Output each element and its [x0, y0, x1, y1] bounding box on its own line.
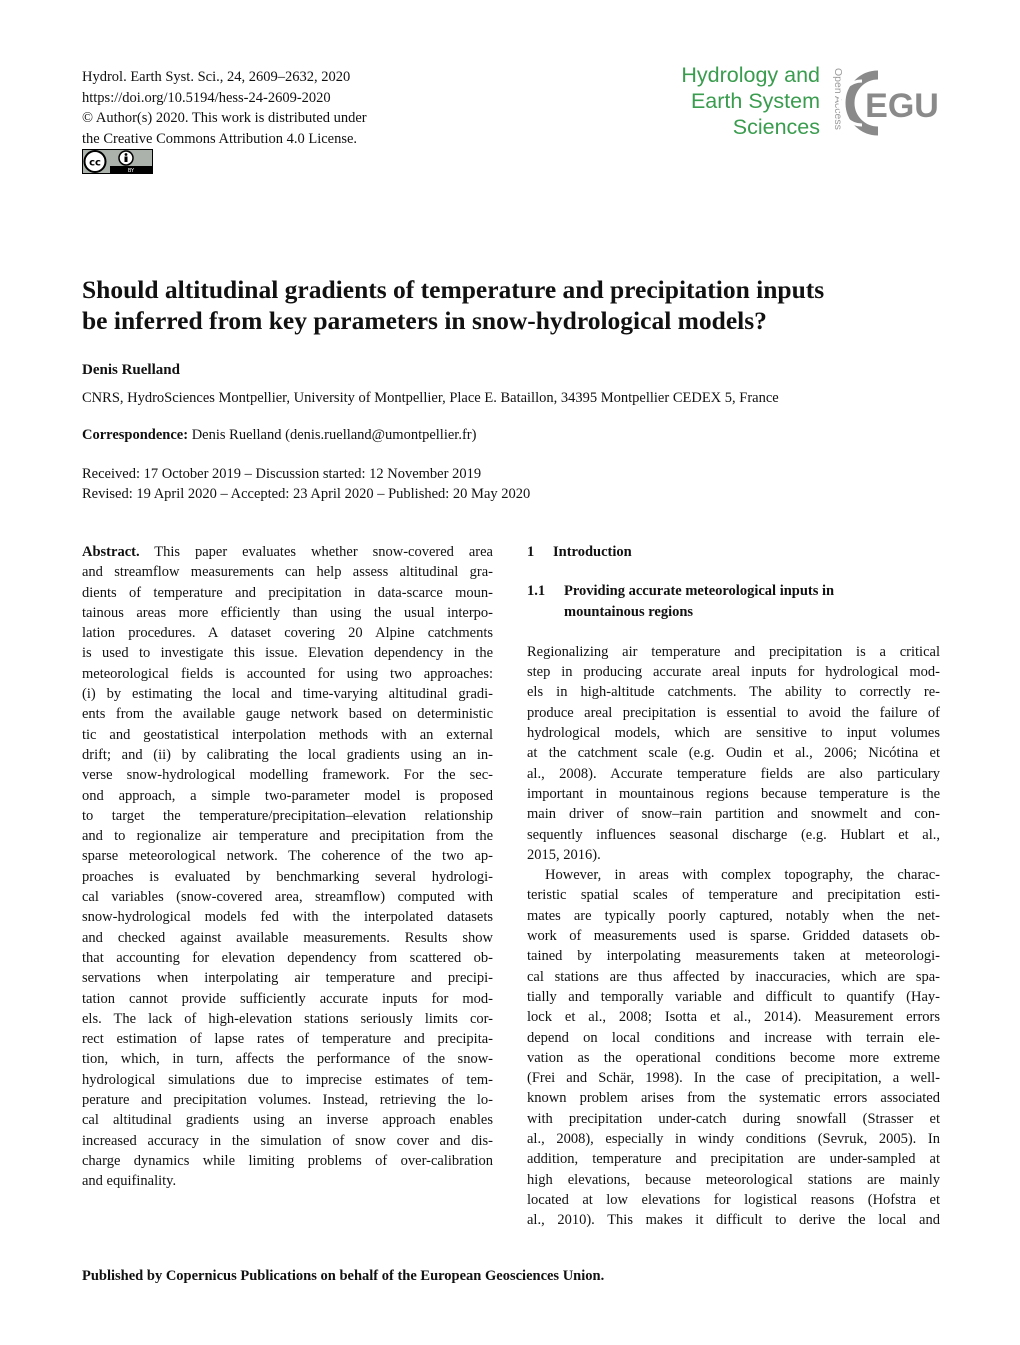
correspondence-label: Correspondence: — [82, 427, 189, 443]
abstract-line: meteorological fields is accounted for using two approaches: — [82, 665, 493, 682]
paragraph-line: al., 2008). Accurate temperature fields are also particulary — [527, 765, 940, 782]
abstract-line: perature and precipitation volumes. Instead, retrieving the lo- — [82, 1092, 493, 1109]
abstract-column — [82, 542, 493, 1192]
abstract-line: cal variables (snow-covered area, streamflow) computed with — [82, 889, 493, 906]
paragraph-line: important in mountainous regions because temperature is the — [527, 785, 940, 802]
journal-line: Sciences — [732, 115, 820, 139]
abstract-line: dients of temperature and precipitation in data-scarce moun- — [82, 584, 493, 601]
paragraph-line: 2015, 2016). — [527, 846, 601, 863]
abstract-line: verse snow-hydrological modelling framework. For the sec- — [82, 767, 493, 784]
abstract-label: Abstract. — [82, 544, 140, 560]
abstract-line: tion, which, in turn, affects the performance of the snow- — [82, 1051, 493, 1068]
abstract-line: sparse meteorological network. The coherence of the two ap- — [82, 848, 493, 865]
dates-line: Revised: 19 April 2020 – Accepted: 23 April 2020 – Published: 20 May 2020 — [82, 486, 531, 502]
abstract-line: tic and geostatistical interpolation methods with an external — [82, 726, 493, 743]
abstract-line: ents from the available gauge network based on deterministic — [82, 706, 493, 723]
paragraph-line: teristic spatial scales of temperature and precipitation esti- — [527, 887, 940, 904]
svg-text:EGU: EGU — [865, 87, 939, 125]
svg-text:BY: BY — [127, 168, 135, 174]
license-line: the Creative Commons Attribution 4.0 License. — [82, 130, 358, 147]
open-access-label — [823, 66, 844, 144]
doi-link[interactable]: https://doi.org/10.5194/hess-24-2609-2020 — [82, 89, 331, 106]
article-metadata — [82, 67, 367, 149]
paragraph-line: hydrological models, which are sensitive to input volumes — [527, 725, 940, 742]
paragraph-line: with precipitation under-catch during snowfall (Strasser et — [527, 1110, 940, 1127]
abstract-line: tation cannot provide sufficiently accurate inputs for mod- — [82, 990, 493, 1007]
abstract-line: to target the temperature/precipitation–elevation relationship — [82, 807, 493, 824]
dates-line: Received: 17 October 2019 – Discussion started: 12 November 2019 — [82, 466, 482, 482]
paragraph-line: lock et al., 2008; Isotta et al., 2014). Measurement errors — [527, 1009, 940, 1026]
abstract-line: is used to investigate this issue. Elevation dependency in the — [82, 645, 493, 662]
paragraph-line: work of measurements used is sparse. Gridded datasets ob- — [527, 928, 940, 945]
paragraph-line: known problem arises from the systematic errors associated — [527, 1090, 940, 1107]
subsection-number: 1.1 — [527, 583, 546, 600]
copyright-line: © Author(s) 2020. This work is distributed under — [82, 110, 367, 126]
subsection-heading — [527, 581, 940, 622]
author-name: Denis Ruelland — [82, 362, 180, 378]
abstract-line: charge dynamics while limiting problems of over-calibration — [82, 1152, 493, 1169]
paragraph-line: Regionalizing air temperature and precipitation is a critical — [527, 643, 940, 660]
abstract-line: and streamflow measurements can help assess altitudinal gra- — [82, 564, 493, 581]
paragraph-line: step in producing accurate areal inputs for hydrological mod- — [527, 664, 940, 681]
abstract-line: that accounting for elevation dependency from scattered ob- — [82, 949, 493, 966]
paragraph-line: sequently influences seasonal discharge (e.g. Hublart et al., — [527, 826, 940, 843]
abstract-line: increased accuracy in the simulation of snow cover and dis- — [82, 1132, 493, 1149]
abstract-line: and to regionalize air temperature and precipitation from the — [82, 828, 493, 845]
abstract-line: proaches is evaluated by benchmarking several hydrologi- — [82, 868, 493, 885]
subsection-title-line: mountainous regions — [564, 603, 694, 620]
abstract-line: servations when interpolating air temperature and precipi- — [82, 970, 493, 987]
paragraph-line: els in high-altitude catchments. The ability to correctly re- — [527, 684, 940, 701]
paragraph-line: tially and temporally variable and difficult to quantify (Hay- — [527, 988, 940, 1005]
journal-line: Hydrology and — [681, 63, 820, 87]
paragraph-line: cal stations are thus affected by inaccuracies, which are spa- — [527, 968, 940, 985]
abstract-line: and equifinality. — [82, 1173, 177, 1190]
abstract-line: ond approach, a simple two-parameter model is proposed — [82, 787, 493, 804]
abstract-line: hydrological simulations due to imprecise estimates of tem- — [82, 1071, 493, 1088]
abstract-line: snow-hydrological models fed with the interpolated datasets — [82, 909, 493, 926]
correspondence — [82, 427, 476, 444]
paragraph-line: produce areal precipitation is essential to avoid the failure of — [527, 704, 940, 721]
abstract-line: els. The lack of high-elevation stations seriously limits cor- — [82, 1010, 493, 1027]
paragraph-line: addition, temperature and precipitation are under-sampled at — [527, 1151, 940, 1168]
paragraph-line: (Frei and Schär, 1998). In the case of precipitation, a well- — [527, 1070, 940, 1087]
paragraph-line: However, in areas with complex topography, the charac- — [545, 867, 940, 884]
abstract-line: (i) by estimating the local and time-varying altitudinal gradi- — [82, 686, 493, 703]
cc-by-badge[interactable] — [82, 149, 153, 174]
subsection-title-line: Providing accurate meteorological inputs in — [564, 583, 835, 600]
citation: Hydrol. Earth Syst. Sci., 24, 2609–2632, 2020 — [82, 69, 351, 85]
paragraph-line: depend on local conditions and increase with terrain ele- — [527, 1029, 940, 1046]
abstract-line: rect estimation of lapse rates of temperature and precipita- — [82, 1031, 493, 1048]
abstract-line: cal altitudinal gradients using an inverse approach enables — [82, 1112, 493, 1129]
abstract-line: tainous areas more efficiently than using the usual interpo- — [82, 604, 493, 621]
svg-text:Open Access: Open Access — [832, 68, 844, 130]
paragraph-line: mates are typically poorly captured, notably when the net- — [527, 907, 940, 924]
abstract-first-line — [82, 542, 493, 562]
publisher-footer: Published by Copernicus Publications on behalf of the European Geosciences Union. — [82, 1268, 605, 1284]
paragraph-line: located at low elevations for logistical reasons (Hofstra et — [527, 1191, 940, 1208]
section-heading — [527, 542, 940, 562]
paragraph-line: al., 2008), especially in windy conditions (Sevruk, 2005). In — [527, 1131, 940, 1148]
intro-paragraph-2 — [527, 865, 940, 1230]
egu-logo — [842, 67, 946, 139]
section-number: 1 — [527, 544, 535, 560]
paragraph-line: high elevations, because meteorological stations are mainly — [527, 1171, 940, 1188]
paper-title — [82, 274, 962, 336]
paragraph-line: tained by interpolating measurements taken at meteorologi- — [527, 948, 940, 965]
abstract-line: lation procedures. A dataset covering 20 Alpine catchments — [82, 625, 493, 642]
title-line: Should altitudinal gradients of temperature and precipitation inputs — [82, 275, 825, 304]
abstract-body — [82, 562, 493, 1191]
abstract-text: This paper evaluates whether snow-covered area — [154, 544, 493, 560]
paragraph-line: vation as the operational conditions become more extreme — [527, 1049, 940, 1066]
section-title: Introduction — [553, 544, 632, 560]
paragraph-line: at the catchment scale (e.g. Oudin et al., 2006; Nicótina et — [527, 745, 940, 762]
abstract-line: and checked against available measurements. Results show — [82, 929, 493, 946]
introduction-column — [527, 542, 940, 1231]
paragraph-line: al., 2010). This makes it difficult to derive the local and — [527, 1212, 940, 1229]
title-line: be inferred from key parameters in snow-hydrological models? — [82, 306, 767, 335]
publication-dates — [82, 464, 530, 504]
affiliation: CNRS, HydroSciences Montpellier, University of Montpellier, Place E. Bataillon, 34395 Montpellier CEDEX 5, France — [82, 390, 779, 406]
paragraph-line: main driver of snow–rain partition and snowmelt and con- — [527, 806, 940, 823]
svg-text:cc: cc — [89, 157, 101, 169]
correspondence-text: Denis Ruelland (denis.ruelland@umontpellier.fr) — [191, 427, 477, 443]
intro-paragraph-1 — [527, 642, 940, 865]
journal-name — [640, 62, 820, 140]
abstract-line: drift; and (ii) by calibrating the local gradients using an in- — [82, 746, 493, 763]
journal-line: Earth System — [690, 89, 820, 113]
